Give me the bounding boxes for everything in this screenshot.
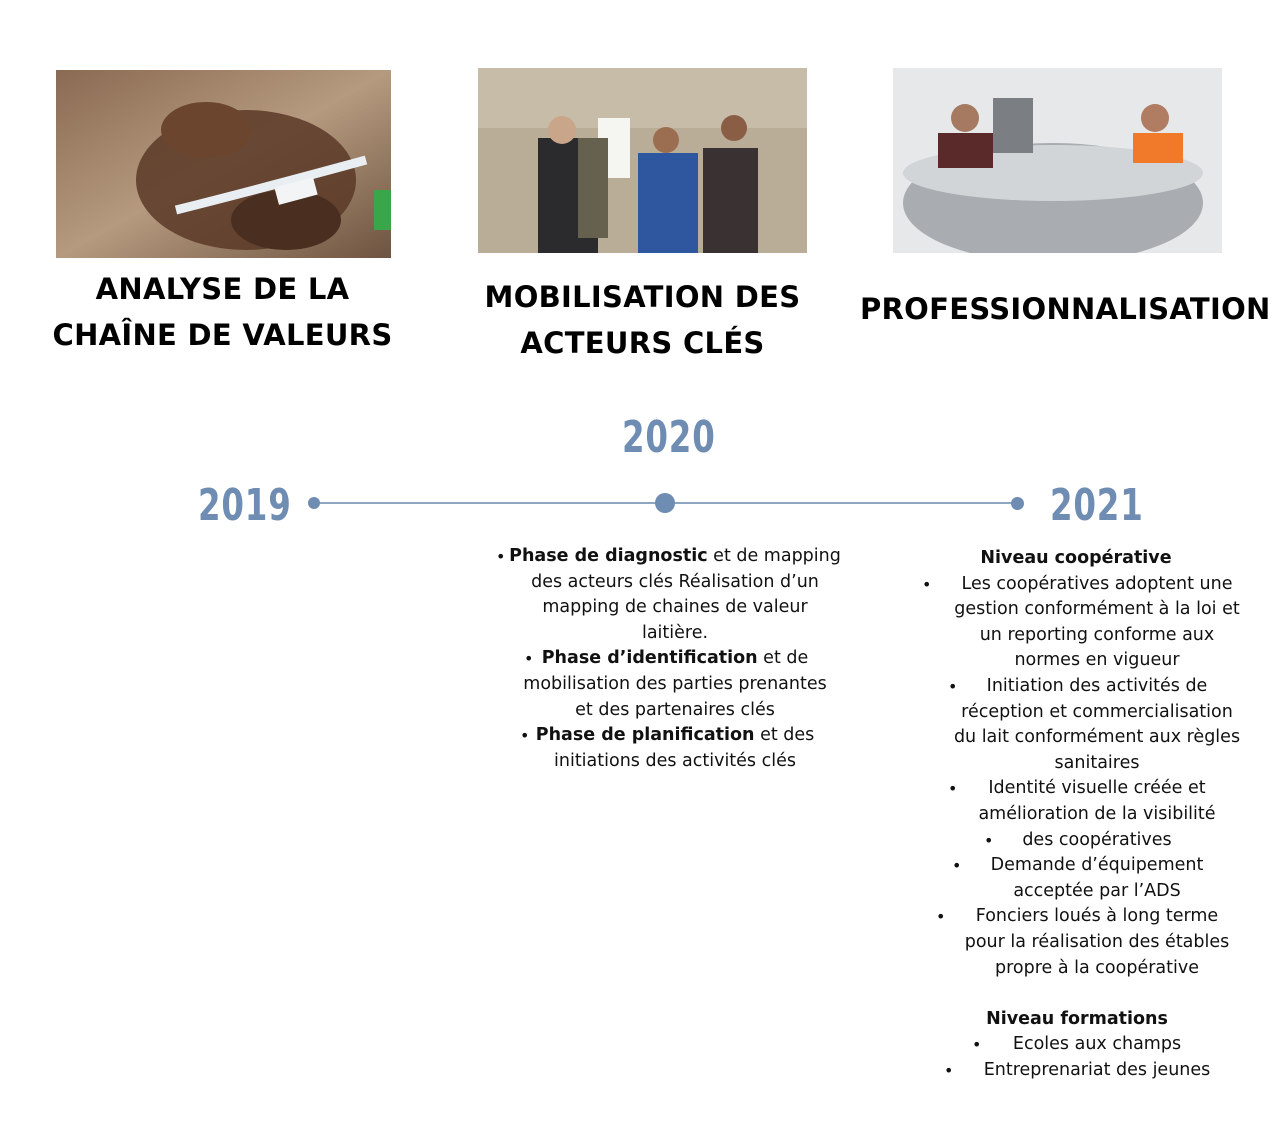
- heading-analyse: [40, 266, 405, 358]
- year-2020: 2020: [622, 412, 716, 463]
- result-cont: sanitaires: [1054, 752, 1140, 773]
- result-cont: amélioration de la visibilité: [978, 803, 1216, 824]
- bullet: •: [524, 649, 534, 669]
- heading-mobilisation-line2: ACTEURS CLÉS: [520, 326, 765, 360]
- result-text: Fonciers loués à long terme: [975, 906, 1219, 927]
- result-cont: gestion conformément à la loi et: [954, 599, 1240, 620]
- bullet: •: [948, 779, 958, 799]
- year-2021: 2021: [1050, 480, 1144, 531]
- photo-value-chain: [56, 70, 391, 258]
- bullet: •: [984, 830, 994, 850]
- phase-item: [500, 723, 850, 749]
- heading-analyse-line2: CHAÎNE DE VALEURS: [52, 318, 393, 352]
- phase-cont: des acteurs clés Réalisation d’un: [531, 571, 819, 592]
- bullet: •: [948, 676, 958, 696]
- heading-analyse-line1: ANALYSE DE LA: [95, 272, 350, 306]
- result-cont: du lait conformément aux règles: [953, 727, 1241, 748]
- heading-mobilisation: [470, 274, 815, 366]
- result-text: des coopératives: [1022, 829, 1172, 850]
- phase-text: et de: [757, 648, 809, 669]
- result-text: Initiation des activités de: [986, 675, 1208, 696]
- bullet: •: [972, 1035, 982, 1055]
- result-item: [922, 828, 1272, 854]
- bullet: •: [952, 856, 962, 876]
- bullet: •: [922, 574, 932, 594]
- photo-milk-tank: [893, 68, 1222, 253]
- result-text: Demande d’équipement: [990, 855, 1204, 876]
- result-item: [922, 1032, 1272, 1058]
- result-item: [922, 674, 1272, 700]
- cooperative-title: Niveau coopérative: [980, 548, 1172, 568]
- bullet: •: [936, 907, 946, 927]
- phase-item: [496, 544, 850, 570]
- result-cont: acceptée par l’ADS: [1013, 880, 1181, 901]
- result-text: Identité visuelle créée et: [988, 778, 1206, 799]
- result-text: Entreprenariat des jeunes: [983, 1059, 1211, 1080]
- phase-title: Phase de diagnostic: [509, 546, 708, 566]
- result-cont: propre à la coopérative: [995, 957, 1199, 978]
- phase-item: [500, 646, 850, 672]
- result-text: Les coopératives adoptent une: [961, 573, 1233, 594]
- timeline-dot-2020: [655, 493, 675, 513]
- bullet: •: [944, 1060, 954, 1080]
- photo-meeting: [478, 68, 807, 253]
- spacer: [922, 981, 1272, 1007]
- milk-tank-icon: [893, 68, 1222, 253]
- year-2019: 2019: [198, 480, 292, 531]
- heading-mobilisation-line1: MOBILISATION DES: [484, 280, 801, 314]
- phases-2020: [496, 544, 850, 774]
- phase-cont: et des partenaires clés: [575, 699, 775, 720]
- result-item: [922, 1058, 1272, 1084]
- result-cont: pour la réalisation des étables: [964, 931, 1230, 952]
- phase-text: et de mapping: [707, 546, 841, 566]
- phase-title: Phase de planification: [535, 725, 755, 746]
- heading-professionnalisation-text: PROFESSIONNALISATION: [860, 292, 1271, 326]
- phase-cont: laitière.: [641, 622, 709, 643]
- result-text: Ecoles aux champs: [1012, 1034, 1182, 1055]
- result-cont: normes en vigueur: [1014, 650, 1180, 671]
- result-item: [922, 853, 1272, 879]
- phase-cont: mobilisation des parties prenantes: [523, 673, 827, 694]
- result-item: [922, 904, 1272, 930]
- results-2021: [922, 546, 1272, 1083]
- phase-text: et des: [754, 725, 815, 746]
- timeline-dot-2019: [308, 497, 320, 509]
- phase-cont: initiations des activités clés: [554, 750, 796, 771]
- result-item: [922, 776, 1272, 802]
- formations-title: Niveau formations: [986, 1008, 1168, 1029]
- result-cont: réception et commercialisation: [961, 701, 1233, 722]
- phase-title: Phase d’identification: [541, 648, 758, 669]
- bullet: •: [496, 547, 506, 566]
- meeting-icon: [478, 68, 807, 253]
- result-item: [922, 572, 1272, 598]
- hand-measuring-icon: [56, 70, 391, 258]
- timeline-dot-2021: [1011, 497, 1024, 510]
- result-cont: un reporting conforme aux: [979, 624, 1215, 645]
- phase-cont: mapping de chaines de valeur: [542, 597, 808, 618]
- heading-professionnalisation: [860, 286, 1271, 332]
- bullet: •: [520, 726, 530, 746]
